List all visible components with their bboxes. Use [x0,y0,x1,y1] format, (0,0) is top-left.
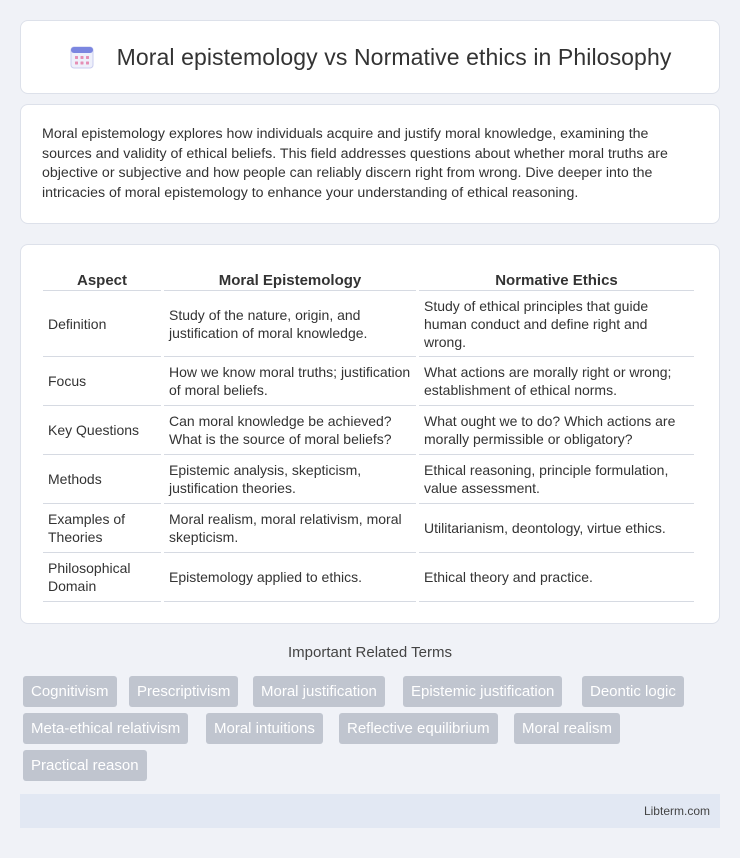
table-row [43,291,694,357]
intro-text: Moral epistemology explores how individuals acquire and justify moral knowledge, examining the sources and validity of ethical beliefs. This field addresses questions about whether moral truths are objective or subjective and how people can reliably discern right from wrong. Dive deeper into the intricacies of moral epistemology to enhance your understanding of ethical reasoning. [42,126,668,201]
table-cell-aspect: Focus [43,357,161,406]
table-cell-moral-epistemology: Moral realism, moral relativism, moral skepticism. [164,504,416,553]
table-cell-normative-ethics: What ought we to do? Which actions are morally permissible or obligatory? [419,406,694,455]
table-cell-normative-ethics: Ethical reasoning, principle formulation, value assessment. [419,455,694,504]
footer [20,794,720,828]
table-cell-normative-ethics: What actions are morally right or wrong; establishment of ethical norms. [419,357,694,406]
table-row [43,504,694,553]
related-terms-title: Important Related Terms [288,644,452,661]
table-cell-moral-epistemology: How we know moral truths; justification of moral beliefs. [164,357,416,406]
table-cell-aspect: Definition [43,291,161,357]
intro-card [20,104,720,224]
column-header-aspect: Aspect [43,265,161,291]
table-row [43,357,694,406]
comparison-table-card [20,244,720,624]
table-cell-aspect: Philosophical Domain [43,553,161,602]
table-cell-aspect: Examples of Theories [43,504,161,553]
column-header-normative-ethics: Normative Ethics [419,265,694,291]
table-row [43,553,694,602]
footer-brand-link[interactable]: Libterm.com [643,804,710,818]
term-tag-moral-justification[interactable]: Moral justification [253,676,385,707]
term-tag-practical-reason[interactable]: Practical reason [23,750,147,781]
calendar-icon [69,44,95,70]
term-tag-epistemic-justification[interactable]: Epistemic justification [403,676,562,707]
term-tag-cognitivism[interactable]: Cognitivism [23,676,117,707]
table-cell-normative-ethics: Ethical theory and practice. [419,553,694,602]
term-tag-meta-ethical-relativism[interactable]: Meta-ethical relativism [23,713,188,744]
table-cell-normative-ethics: Study of ethical principles that guide human conduct and define right and wrong. [419,291,694,357]
header-card [20,20,720,94]
comparison-table [40,265,697,602]
table-cell-moral-epistemology: Can moral knowledge be achieved? What is the source of moral beliefs? [164,406,416,455]
table-row [43,406,694,455]
table-cell-aspect: Key Questions [43,406,161,455]
table-cell-aspect: Methods [43,455,161,504]
term-tag-deontic-logic[interactable]: Deontic logic [582,676,684,707]
page-title: Moral epistemology vs Normative ethics in Philosophy [116,43,672,70]
term-tag-prescriptivism[interactable]: Prescriptivism [129,676,238,707]
column-header-moral-epistemology: Moral Epistemology [164,265,416,291]
table-cell-moral-epistemology: Study of the nature, origin, and justification of moral knowledge. [164,291,416,357]
table-cell-moral-epistemology: Epistemology applied to ethics. [164,553,416,602]
table-cell-moral-epistemology: Epistemic analysis, skepticism, justification theories. [164,455,416,504]
term-tag-reflective-equilibrium[interactable]: Reflective equilibrium [339,713,498,744]
term-tag-moral-realism[interactable]: Moral realism [514,713,620,744]
table-header-row [43,265,694,291]
table-cell-normative-ethics: Utilitarianism, deontology, virtue ethics. [419,504,694,553]
table-row [43,455,694,504]
term-tag-moral-intuitions[interactable]: Moral intuitions [206,713,323,744]
